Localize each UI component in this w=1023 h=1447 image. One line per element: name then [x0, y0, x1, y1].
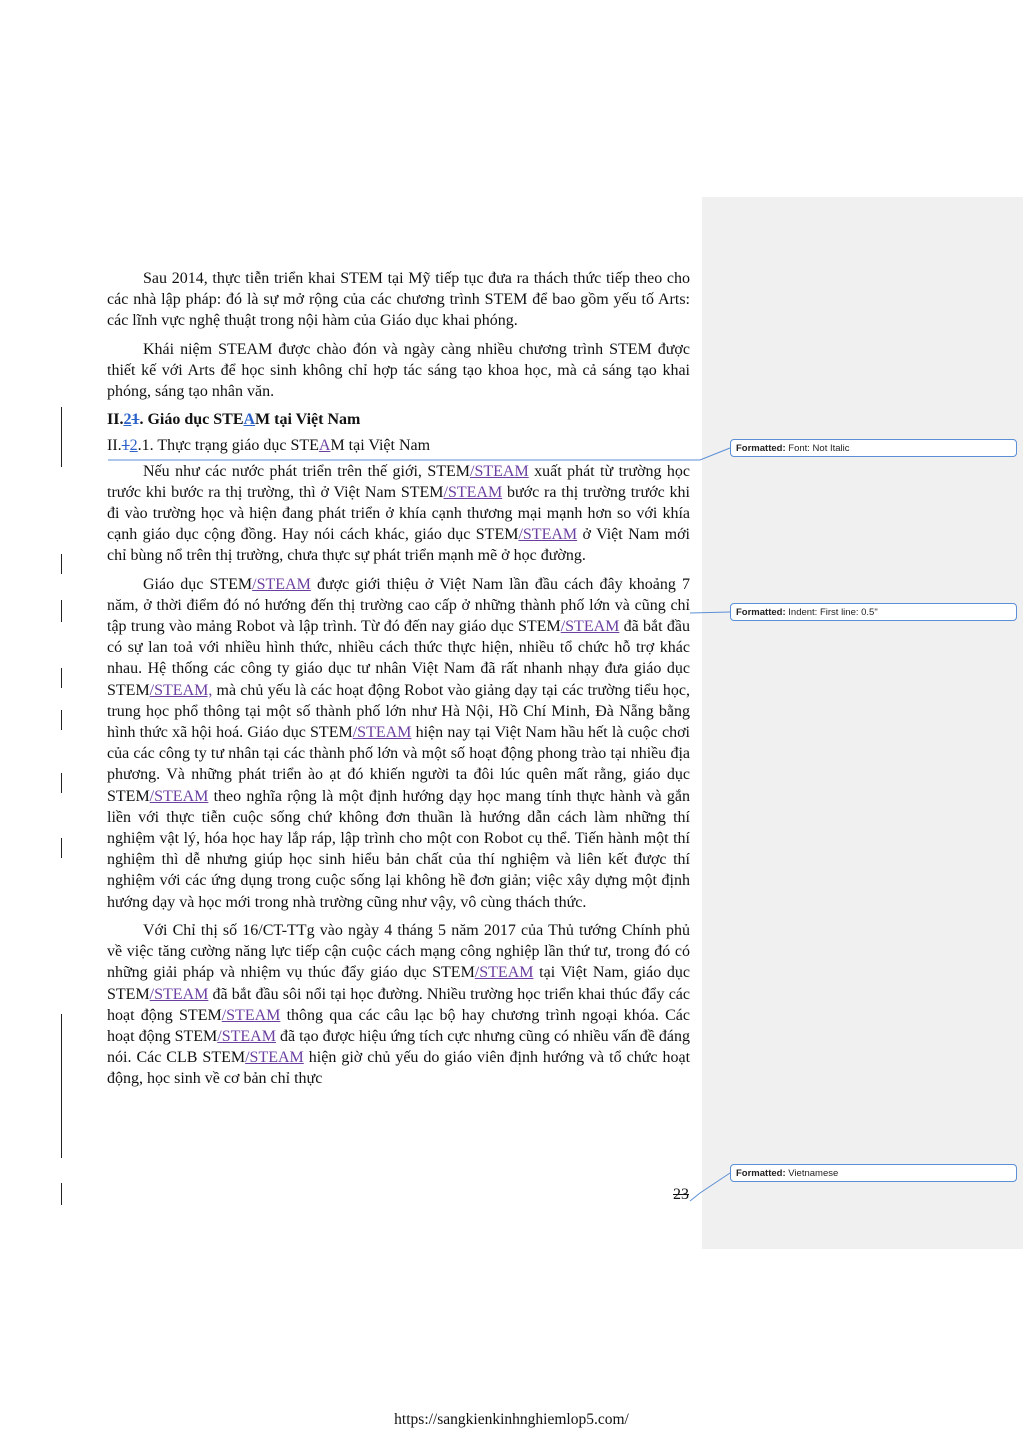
paragraph: Sau 2014, thực tiễn triển khai STEM tại Mỹ tiếp tục đưa ra thách thức tiếp theo cho các nhà lập pháp: đó là sự mở rộng của các chương trình STEM để bao gồm yếu tố Arts: các lĩnh vực nghệ thuật trong nội hàm của Giáo dục khai phóng.: [107, 270, 690, 330]
document-body[interactable]: [107, 268, 690, 1097]
change-bar: [61, 1183, 62, 1205]
subsection-heading: II.12.1. Thực trạng giáo dục STEAM tại Việt Nam: [107, 437, 431, 455]
markup-margin-pane: [702, 197, 1023, 1249]
paragraph: Với Chỉ thị số 16/CT-TTg vào ngày 4 tháng 5 năm 2017 của Thủ tướng Chính phủ về việc tăng cường năng lực tiếp cận cuộc cách mạng công nghiệp lần thứ tư, trong đó có những giải pháp và nhiệm vụ thúc đẩy giáo dục STEM/STEAM tại Việt Nam, giáo dục STEM/STEAM đã bắt đầu sôi nổi tại học đường. Nhiều trường học triển khai thúc đẩy các hoạt động STEM/STEAM thông qua các câu lạc bộ hay chương trình ngoại khóa. Các hoạt động STEM/STEAM đã tạo được hiệu ứng tích cực nhưng cũng có nhiều vấn đề đáng nói. Các CLB STEM/STEAM hiện giờ chủ yếu do giáo viên định hướng và tổ chức hoạt động, học sinh về cơ bản chỉ thực: [107, 921, 691, 1088]
change-bar: [61, 668, 62, 688]
change-bar: [61, 773, 62, 793]
formatting-comment-balloon[interactable]: Formatted: Vietnamese: [730, 1164, 1017, 1182]
change-bar: [61, 407, 62, 467]
change-bar: [61, 710, 62, 730]
paragraph: Giáo dục STEM/STEAM được giới thiệu ở Việt Nam lần đầu cách đây khoảng 7 năm, ở thời điểm đó nó hướng đến thị trường cao cấp ở những thành phố lớn và cũng chỉ tập trung vào mảng Robot và lập trình. Từ đó đến nay giáo dục STEM/STEAM đã bắt đầu có sự lan toả với nhiều hình thức, nhiều cách thức thực hiện, nhiều tổ chức hỗ trợ khác nhau. Hệ thống các công ty giáo dục tư nhân Việt Nam đã rất nhanh nhạy đưa giáo dục STEM/STEAM, mà chủ yếu là các hoạt động Robot vào giảng dạy tại các trường tiểu học, trung học phổ thông tại một số thành phố lớn như Hà Nội, Hồ Chí Minh, Đà Nẵng bằng hình thức xã hội hoá. Giáo dục STEM/STEAM hiện nay tại Việt Nam hầu hết là cuộc chơi của các công ty tư nhân tại các thành phố lớn và một số hoạt động phong trào tại nhiều địa phương. Và những phát triển ào ạt đó khiến người ta đôi lúc quên mất rằng, giáo dục STEM/STEAM theo nghĩa rộng là một định hướng dạy học mang tính thực hành và gắn liền với thực tiễn cuộc sống chứ không đơn thuần là hướng dẫn cách làm những thí nghiệm vật lý, hóa học hay lắp ráp, lập trình cho một con Robot cụ thể. Tiến hành một thí nghiệm thì dễ nhưng giúp học sinh hiểu bản chất của thí nghiệm và liên kết được thí nghiệm với các ứng dụng trong cuộc sống lại không hề đơn giản; việc xây dựng một định hướng dạy và học mới trong nhà trường cũng như vậy, vô cùng thách thức.: [107, 575, 691, 911]
formatting-comment-balloon[interactable]: Formatted: Font: Not Italic: [730, 439, 1017, 457]
formatting-comment-balloon[interactable]: Formatted: Indent: First line: 0.5": [730, 603, 1017, 621]
change-bar: [61, 554, 62, 574]
change-bar: [61, 600, 62, 622]
section-heading: II.21. Giáo dục STEAM tại Việt Nam: [107, 411, 361, 429]
footer-url[interactable]: https://sangkienkinhnghiemlop5.com/: [394, 1411, 629, 1428]
change-bar: [61, 838, 62, 858]
paragraph: Khái niệm STEAM được chào đón và ngày càng nhiều chương trình STEM được thiết kế với Arts để học sinh không chỉ hợp tác sáng tạo khoa học, mà cả sáng tạo khai phóng, sáng tạo nhân văn.: [107, 340, 690, 401]
page-number: 23: [673, 1186, 689, 1203]
paragraph: Nếu như các nước phát triển trên thế giới, STEM/STEAM xuất phát từ trường học trước khi bước ra thị trường, thì ở Việt Nam STEM/STEAM bước ra thị trường trước khi đi vào trường học và hiện đang phát triển ở khía cạnh thương mại mạnh hơn so với khía cạnh giáo dục cộng đồng. Hay nói cách khác, giáo dục STEM/STEAM ở Việt Nam mới chỉ bùng nổ trên thị trường, chưa thực sự phát triển mạnh mẽ ở học đường.: [107, 462, 691, 565]
change-bar: [61, 1014, 62, 1158]
